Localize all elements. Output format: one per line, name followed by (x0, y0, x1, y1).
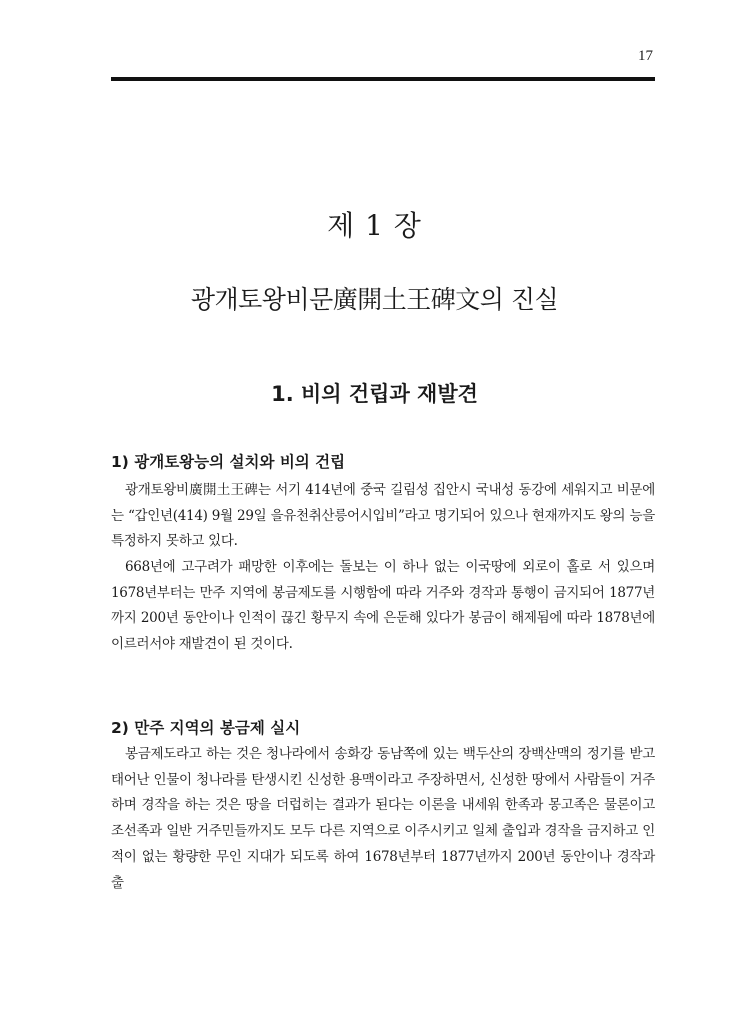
section-heading: 1. 비의 건립과 재발견 (271, 382, 478, 406)
paragraph-3: 봉금제도라고 하는 것은 청나라에서 송화강 동남쪽에 있는 백두산의 장백산맥의 정기를 받고 태어난 인물이 청나라를 탄생시킨 신성한 용맥이라고 주장하면서, 신성한 땅에서 사람들이 거주하며 경작을 하는 것은 땅을 더럽히는 결과가 된다는 이론을 내세워 한족과 몽고족은 물론이고 조선족과 일반 거주민들까지도 모두 다른 지역으로 이주시키고 일체 출입과 경작을 금지하고 인적이 없는 황량한 무인 지대가 되도록 하여 1678년부터 1877년까지 200년 동안이나 경작과 출 (111, 746, 655, 891)
page-number: 17 (638, 48, 653, 64)
subsection-heading-2: 2) 만주 지역의 봉금제 실시 (111, 719, 301, 737)
subsection-heading-1: 1) 광개토왕능의 설치와 비의 건립 (111, 453, 346, 471)
paragraph-2: 668년에 고구려가 패망한 이후에는 돌보는 이 하나 없는 이국땅에 외로이 홀로 서 있으며 1678년부터는 만주 지역에 봉금제도를 시행함에 따라 거주와 경작과 통행이 금지되어 1877년까지 200년 동안이나 인적이 끊긴 황무지 속에 은둔해 있다가 봉금이 해제됨에 따라 1878년에 이르러서야 재발견이 된 것이다. (111, 559, 655, 653)
header-rule (111, 77, 655, 81)
chapter-label: 제 1 장 (327, 209, 422, 242)
paragraph-1: 광개토왕비廣開土王碑는 서기 414년에 중국 길림성 집안시 국내성 동강에 세워지고 비문에는 “갑인년(414) 9월 29일 을유천취산릉어시입비”라고 명기되어 있으나 현재까지도 왕의 능을 특정하지 못하고 있다. (111, 482, 655, 550)
chapter-title: 광개토왕비문廣開土王碑文의 진실 (190, 285, 559, 314)
